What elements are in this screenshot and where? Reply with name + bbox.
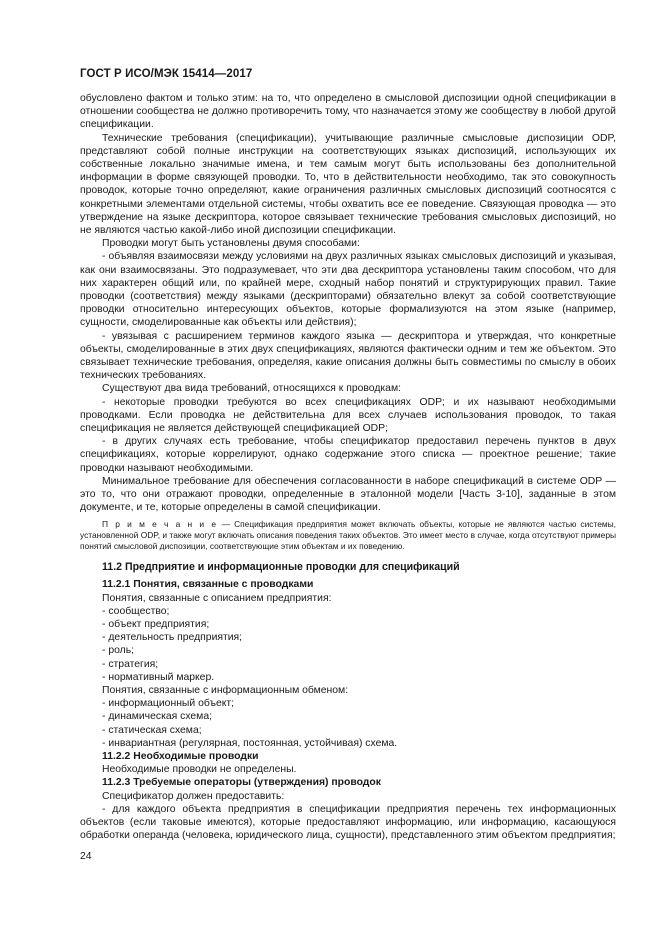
list-paragraph: - некоторые проводки требуются во всех спецификациях ODP; и их называют необходимыми проводками. Если проводка не действительна для всех случаев использования проводок, то такая спецификация не является действующей спецификацией ODP; xyxy=(80,396,616,435)
list-paragraph: - в других случаях есть требование, чтобы спецификатор предоставил перечень пунктов в двух спецификациях, которые коррелируют, однако содержание этого списка — проектное решение; такие проводки называют необходимыми. xyxy=(80,436,616,474)
list-item: - роль; xyxy=(102,645,135,657)
paragraph: Проводки могут быть установлены двумя способами: xyxy=(102,238,360,250)
document-header: ГОСТ Р ИСО/МЭК 15414—2017 xyxy=(80,68,253,80)
note-label: П р и м е ч а н и е xyxy=(102,518,218,529)
list-item: - деятельность предприятия; xyxy=(102,632,243,644)
paragraph: Существуют два вида требований, относящихся к проводкам: xyxy=(102,383,401,395)
list-item: - стратегия; xyxy=(102,658,159,670)
note xyxy=(80,519,616,553)
paragraph: Необходимые проводки не определены. xyxy=(102,764,297,776)
section-heading: 11.2 Предприятие и информационные проводки для спецификаций xyxy=(102,561,460,574)
list-item: - информационный объект; xyxy=(102,698,235,710)
page-number: 24 xyxy=(80,851,92,862)
subsection-heading: 11.2.3 Требуемые операторы (утверждения) проводок xyxy=(102,777,381,789)
list-item: - динамическая схема; xyxy=(102,711,212,723)
paragraph: обусловлено фактом и только этим: на то, что определено в смысловой диспозиции одной спецификации в отношении сообщества не должно противоречить тому, что назначается этому же сообществу в любой другой спецификации. xyxy=(80,93,616,131)
list-item: - нормативный маркер. xyxy=(102,671,215,683)
list-paragraph: - увязывая с расширением терминов каждого языка — дескриптора и утверждая, что конкретные объекты, смоделированные в этих двух спецификациях, являются фактически одним и тем же объектом. Это связывает технические требования, определяя, какие описания должны быть совместимы по смыслу в обоих технических требованиях. xyxy=(80,330,616,382)
list-item: - объект предприятия; xyxy=(102,618,210,630)
list-item: - инвариантная (регулярная, постоянная, устойчивая) схема. xyxy=(102,737,398,749)
list-paragraph: - для каждого объекта предприятия в спецификации предприятия перечень тех информационных объектов (если таковые имеются), которые предоставляют информацию, или информацию, касающуюся обработки операнда (человека, юридического лица, сущности), представленного этим объектом предприятия; xyxy=(80,803,616,842)
subsection-heading: 11.2.2 Необходимые проводки xyxy=(102,750,259,762)
paragraph: Понятия, связанные с описанием предприятия: xyxy=(102,592,332,604)
subsection-heading: 11.2.1 Понятия, связанные с проводками xyxy=(102,579,314,591)
paragraph: Спецификатор должен предоставить: xyxy=(102,790,285,802)
paragraph: Технические требования (спецификации), учитывающие различные смысловые диспозиции ODP, представляют собой полные инструкции на соответствующих языках диспозиций, использующих их собственные локально значимые имена, и тем самым могут быть использованы без дополнительной информации в форме связующей проводки. То, что в действительности необходимо, так это совокупность проводок, которые точно определяют, какие ограничения различных смысловых диспозиций соотносятся с конкретными элементами отдельной системы, чтобы охватить все ее поведение. Связующая проводка — это утверждение на языке дескриптора, которое связывает технические требования смысловых диспозиций, но не являются частью какой-либо иной диспозиции спецификации. xyxy=(80,132,616,237)
paragraph: Минимальное требование для обеспечения согласованности в наборе спецификаций в системе ODP — это то, что они отражают проводки, определенные в эталонной модели [Часть 3-10], заданные в этом документе, и те, которые определены в самой спецификации. xyxy=(80,475,616,514)
list-item: - сообщество; xyxy=(102,605,170,617)
list-paragraph: - объявляя взаимосвязи между условиями на двух различных языках смысловых диспозиций и указывая, как они взаимосвязаны. Это подразумевает, что эти два дескриптора установлены таким способом, что для них характерен общий или, по крайней мере, сходный набор понятий и структурирующих правил. Такие проводки (соответствия) между языками (дескрипторами) обязательно влекут за собой соответствующие проводки относительно интересующих объектов, которые формализуются на этом языке (например, сущности, смоделированные как объекты или действия); xyxy=(80,251,616,329)
note-text: — Спецификация предприятия может включать объекты, которые не являются частью системы, установленной ODP, и также могут включать описания поведения таких объектов. Это имеет место в случае, когда отсутствуют примеры понятий смысловой диспозиции, соответствующие этим объектам и их поведению. xyxy=(80,518,616,551)
paragraph: Понятия, связанные с информационным обменом: xyxy=(102,684,349,696)
document-body xyxy=(80,92,616,842)
list-item: - статическая схема; xyxy=(102,724,202,736)
